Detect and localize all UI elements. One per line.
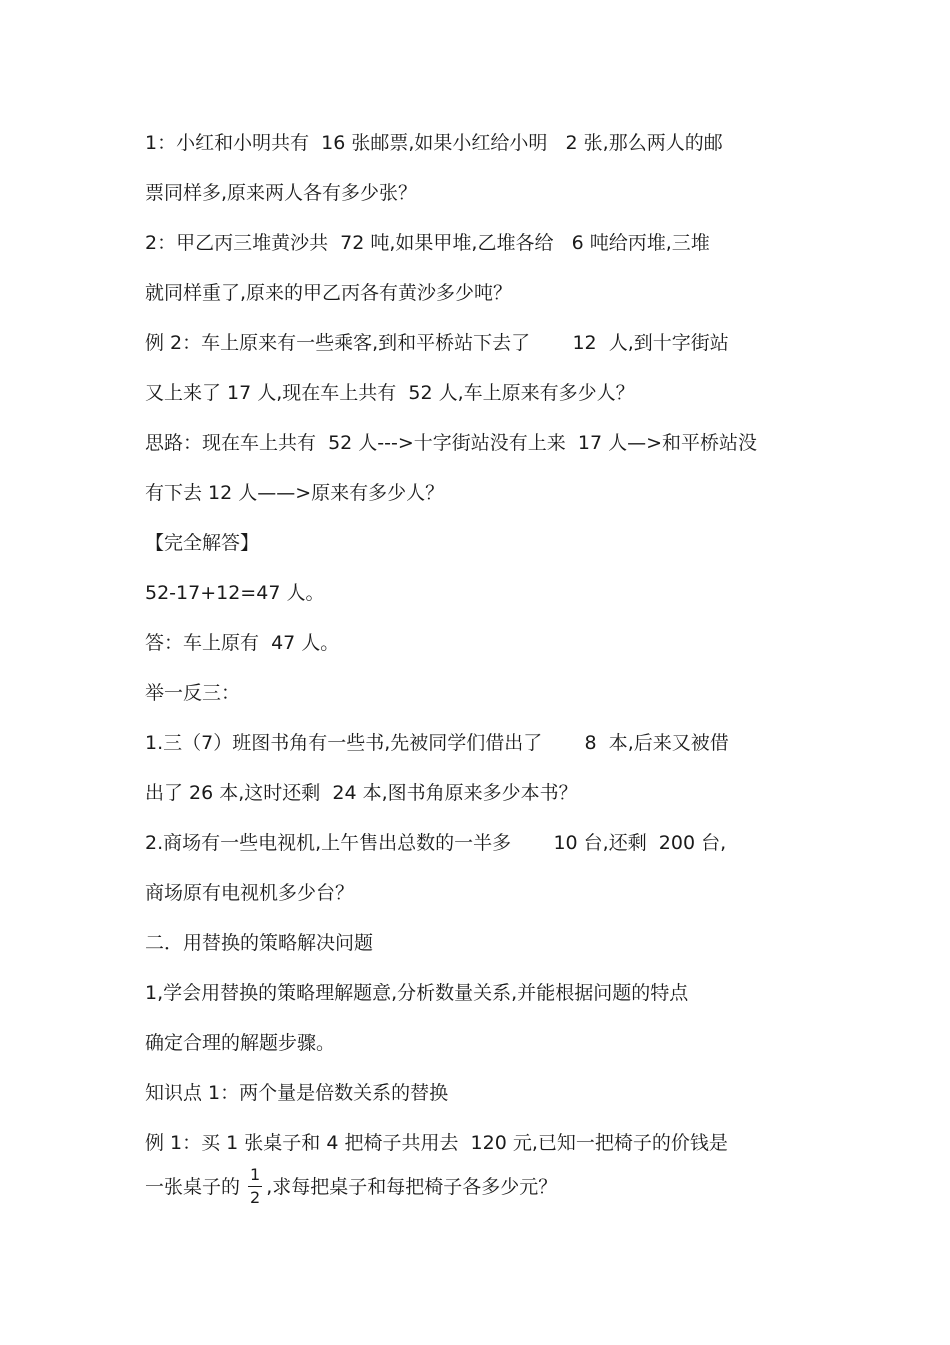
text-line: 1,学会用替换的策略理解题意,分析数量关系,并能根据问题的特点 xyxy=(145,982,689,1004)
text-line: 出了 26 本,这时还剩 24 本,图书角原来多少本书？ xyxy=(145,782,578,804)
text-line: 又上来了 17 人,现在车上共有 52 人,车上原来有多少人？ xyxy=(145,382,635,404)
text-line: 2.商场有一些电视机,上午售出总数的一半多 10 台,还剩 200 台, xyxy=(145,832,727,854)
text-line: 确定合理的解题步骤。 xyxy=(145,1032,336,1054)
text-line-with-fraction xyxy=(145,1166,557,1207)
text-line: 52-17+12=47 人。 xyxy=(145,582,325,604)
section-heading: 【完全解答】 xyxy=(145,532,260,554)
text-segment: 一张桌子的 xyxy=(145,1175,241,1198)
text-line: 商场原有电视机多少台？ xyxy=(145,882,355,904)
section-heading: 二．用替换的策略解决问题 xyxy=(145,932,374,954)
text-line: 举一反三： xyxy=(145,682,241,704)
text-segment: ,求每把桌子和每把椅子各多少元？ xyxy=(266,1175,558,1198)
text-line: 例 2：车上原来有一些乘客,到和平桥站下去了 12 人,到十字街站 xyxy=(145,332,729,354)
fraction-numerator: 1 xyxy=(248,1166,262,1187)
text-line: 2：甲乙丙三堆黄沙共 72 吨,如果甲堆,乙堆各给 6 吨给丙堆,三堆 xyxy=(145,232,710,254)
text-line: 答：车上原有 47 人。 xyxy=(145,632,340,654)
fraction xyxy=(248,1166,262,1207)
text-line: 1：小红和小明共有 16 张邮票,如果小红给小明 2 张,那么两人的邮 xyxy=(145,132,723,154)
text-line: 例 1：买 1 张桌子和 4 把椅子共用去 120 元,已知一把椅子的价钱是 xyxy=(145,1132,728,1154)
text-line: 1.三（7）班图书角有一些书,先被同学们借出了 8 本,后来又被借 xyxy=(145,732,729,754)
text-line: 知识点 1：两个量是倍数关系的替换 xyxy=(145,1082,449,1104)
fraction-denominator: 2 xyxy=(250,1188,261,1207)
text-line: 有下去 12 人——>原来有多少人？ xyxy=(145,482,445,504)
text-line: 票同样多,原来两人各有多少张？ xyxy=(145,182,418,204)
text-line: 思路：现在车上共有 52 人--->十字街站没有上来 17 人—>和平桥站没 xyxy=(145,432,757,454)
text-line: 就同样重了,原来的甲乙丙各有黄沙多少吨？ xyxy=(145,282,513,304)
